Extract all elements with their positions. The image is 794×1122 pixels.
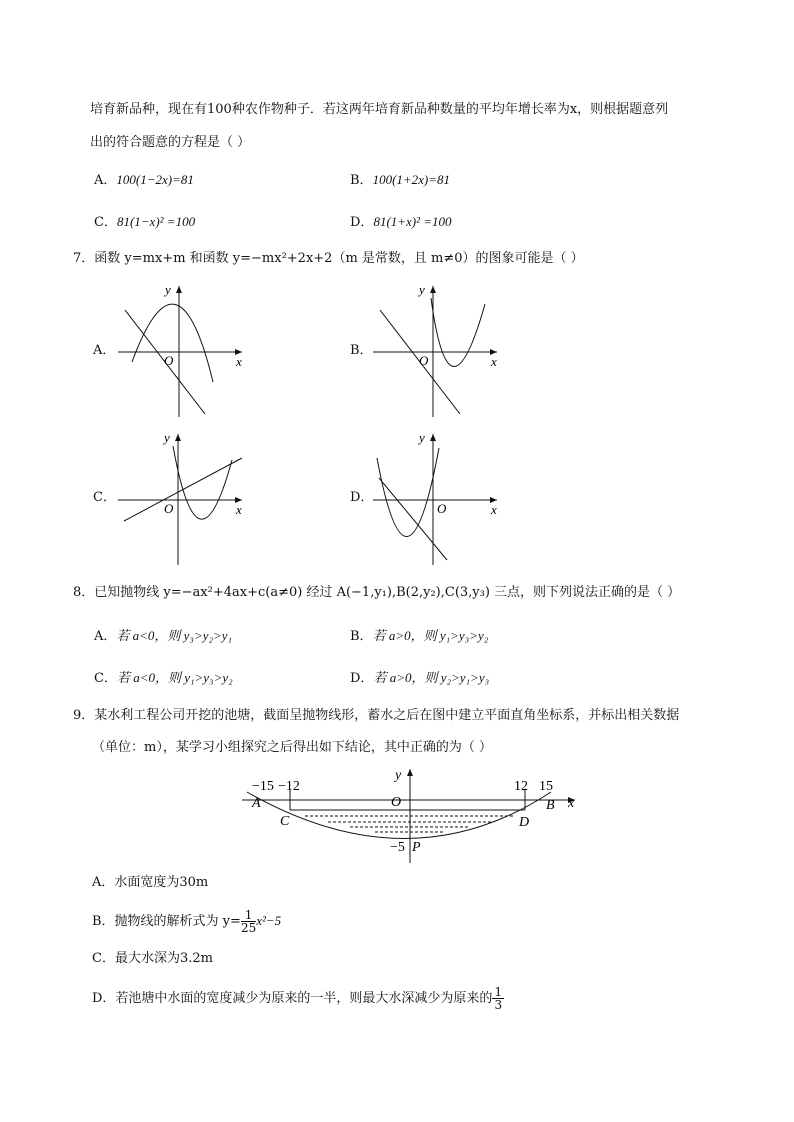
- q6-stem-line2: 出的符合题意的方程是（ ）: [90, 135, 251, 150]
- q7-graph-d: [365, 430, 505, 570]
- q7-stem: 7．函数 y=mx+m 和函数 y=−mx²+2x+2（m 是常数，且 m≠0）的图象可能是（ ）: [73, 251, 584, 266]
- q9-pond-figure: [230, 765, 590, 870]
- q7-option-d-label: D．: [350, 490, 374, 505]
- q7c-origin-label: O: [164, 501, 174, 516]
- q6-option-a: A．100(1−2x)=81: [94, 172, 194, 188]
- q6-option-b: B．100(1+2x)=81: [350, 172, 451, 188]
- label-point-b: B: [546, 798, 555, 813]
- q7-graph-a: [110, 282, 250, 422]
- q7b-origin-label: O: [419, 353, 429, 368]
- q7a-x-label: x: [236, 354, 242, 369]
- q7d-x-label: x: [491, 502, 497, 517]
- q7-graph-c: [110, 430, 250, 570]
- q8-stem: 8．已知抛物线 y=−ax²+4ax+c(a≠0) 经过 A(−1,y₁),B(2,y₂),C(3,y₃) 三点，则下列说法正确的是（ ）: [73, 585, 681, 600]
- label-neg5: −5: [390, 840, 405, 855]
- label-point-p: P: [412, 840, 421, 855]
- q9-option-a: A．水面宽度为30m: [92, 875, 209, 890]
- label-neg12: −12: [278, 779, 300, 794]
- q8-option-a: A．若 a<0，则 y₃>y₂>y₁: [94, 628, 233, 644]
- q9-option-d: D．若池塘中水面的宽度减少为原来的一半，则最大水深减少为原来的 $\frac{1}{3}$: [92, 985, 503, 1012]
- q7b-y-label: y: [419, 282, 425, 297]
- q9-stem-line1: 9．某水利工程公司开挖的池塘，截面呈抛物线形，蓄水之后在图中建立平面直角坐标系，并标出相关数据: [73, 708, 680, 723]
- q9-stem-line2: （单位：m），某学习小组探究之后得出如下结论，其中正确的为（ ）: [92, 740, 492, 755]
- label-origin: O: [391, 795, 402, 810]
- q7-option-b-label: B．: [350, 343, 373, 358]
- q7-option-a-label: A．: [93, 343, 116, 358]
- label-x-axis: x: [568, 796, 575, 811]
- q9-option-c: C．最大水深为3.2m: [92, 951, 213, 966]
- label-y-axis: y: [395, 768, 402, 783]
- label-point-a: A: [252, 796, 261, 811]
- q9b-fraction: $\frac{1}{25}$: [240, 908, 257, 935]
- label-pos12: 12: [514, 779, 528, 794]
- q8-option-b: B．若 a>0，则 y₁>y₃>y₂: [350, 628, 489, 644]
- label-pos15: 15: [539, 779, 553, 794]
- label-neg15: −15: [252, 779, 274, 794]
- q7a-origin-label: O: [164, 353, 174, 368]
- q8-option-c: C．若 a<0，则 y₁>y₃>y₂: [94, 670, 233, 686]
- label-point-d: D: [519, 815, 530, 830]
- q7d-y-label: y: [419, 430, 425, 445]
- q6-option-c: C．81(1−x)² =100: [94, 214, 196, 230]
- q7c-y-label: y: [164, 430, 170, 445]
- q7-option-c-label: C．: [93, 490, 116, 505]
- q6-stem-line1: 培育新品种，现在有100种农作物种子．若这两年培育新品种数量的平均年增长率为x，则根据题意列: [90, 102, 669, 117]
- label-point-c: C: [280, 814, 290, 829]
- q6-option-d: D．81(1+x)² =100: [350, 214, 452, 230]
- q7c-x-label: x: [236, 502, 242, 517]
- q7a-y-label: y: [165, 282, 171, 297]
- q9d-fraction: $\frac{1}{3}$: [494, 985, 503, 1012]
- q7b-x-label: x: [491, 354, 497, 369]
- q9-option-b: B．抛物线的解析式为 y= $\frac{1}{25}$ x²−5: [92, 908, 282, 935]
- q7d-origin-label: O: [437, 501, 447, 516]
- q8-option-d: D．若 a>0，则 y₂>y₁>y₃: [350, 670, 490, 686]
- q7-graph-b: [365, 282, 505, 422]
